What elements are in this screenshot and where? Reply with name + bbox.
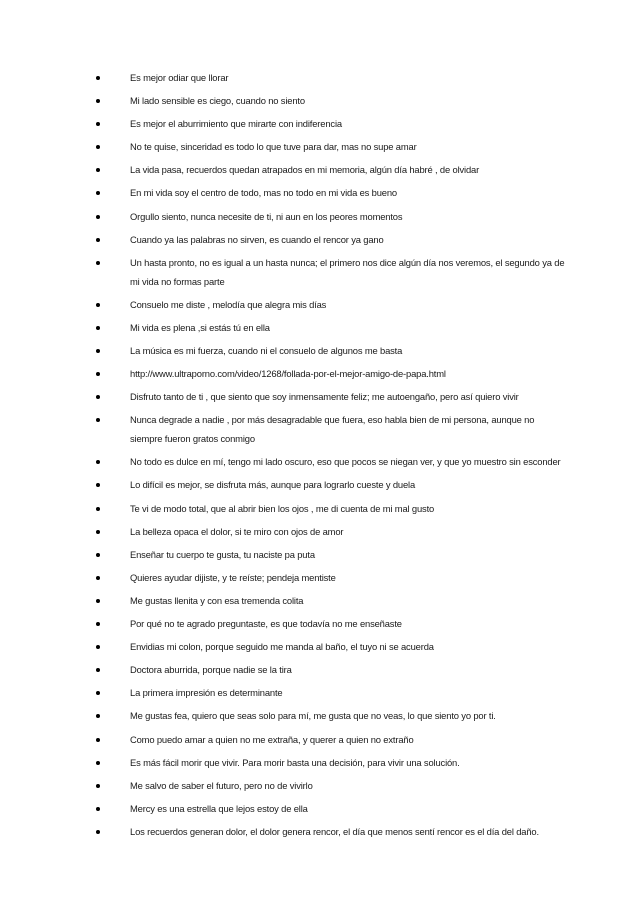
list-item: [96, 548, 566, 562]
list-item-text: Es mejor el aburrimiento que mirarte con indiferencia: [130, 118, 342, 130]
bullet-icon: [96, 553, 100, 557]
bullet-icon: [96, 483, 100, 487]
list-item-text: Cuando ya las palabras no sirven, es cuando el rencor ya gano: [130, 233, 384, 245]
list-item-text: No te quise, sinceridad es todo lo que tuve para dar, mas no supe amar: [130, 141, 417, 153]
list-item-text: Orgullo siento, nunca necesite de ti, ni aun en los peores momentos: [130, 210, 403, 222]
list-item-text: Me gustas llenita y con esa tremenda colita: [130, 594, 304, 606]
list-item: [96, 413, 566, 446]
bullet-icon: [96, 460, 100, 464]
bullet-icon: [96, 122, 100, 126]
list-item-text: En mi vida soy el centro de todo, mas no todo en mi vida es bueno: [130, 187, 397, 199]
list-item: [96, 756, 566, 770]
list-item: [96, 709, 566, 723]
list-item-text-continuation: siempre fueron gratos conmigo: [130, 433, 255, 445]
list-item: [96, 163, 566, 177]
list-item-text: Me gustas fea, quiero que seas solo para mí, me gusta que no veas, lo que siento yo por ti.: [130, 710, 496, 722]
list-item-text: Mi vida es plena ,si estás tú en ella: [130, 321, 270, 333]
list-item: [96, 802, 566, 816]
list-item-text: Mi lado sensible es ciego, cuando no siento: [130, 95, 305, 107]
bullet-icon: [96, 807, 100, 811]
bullet-icon: [96, 261, 100, 265]
list-item-text: Disfruto tanto de ti , que siento que soy inmensamente feliz; me autoengaño, pero así quiero vivir: [130, 391, 519, 403]
bullet-icon: [96, 215, 100, 219]
list-item: [96, 686, 566, 700]
list-item-text: La música es mi fuerza, cuando ni el consuelo de algunos me basta: [130, 345, 403, 357]
list-item-text: Enseñar tu cuerpo te gusta, tu naciste pa puta: [130, 548, 315, 560]
list-item: [96, 117, 566, 131]
list-item: [96, 663, 566, 677]
list-item-text: http://www.ultraporno.com/video/1268/follada-por-el-mejor-amigo-de-papa.html: [130, 368, 446, 380]
bullet-icon: [96, 395, 100, 399]
list-item: [96, 321, 566, 335]
list-item: [96, 210, 566, 224]
list-item: [96, 733, 566, 747]
list-item-text: Envidias mi colon, porque seguido me manda al baño, el tuyo ni se acuerda: [130, 641, 434, 653]
list-item-text: Nunca degrade a nadie , por más desagradable que fuera, eso habla bien de mi persona, aunque no: [130, 414, 535, 426]
list-item-text: La primera impresión es determinante: [130, 687, 283, 699]
bullet-icon: [96, 168, 100, 172]
bullet-icon: [96, 507, 100, 511]
bullet-icon: [96, 622, 100, 626]
list-item-text: Es más fácil morir que vivir. Para morir basta una decisión, para vivir una solución.: [130, 756, 460, 768]
bullet-icon: [96, 830, 100, 834]
list-item: [96, 94, 566, 108]
bullet-icon: [96, 99, 100, 103]
list-item-text: Un hasta pronto, no es igual a un hasta nunca; el primero nos dice algún día nos veremos, el segundo ya de: [130, 256, 565, 268]
list-item: [96, 617, 566, 631]
bullet-icon: [96, 668, 100, 672]
list-item-text: Consuelo me diste , melodía que alegra mis días: [130, 298, 327, 310]
list-item: [96, 344, 566, 358]
list-item: [96, 779, 566, 793]
list-item-text: Quieres ayudar dijiste, y te reíste; pendeja mentiste: [130, 571, 336, 583]
list-item: [96, 140, 566, 154]
bullet-icon: [96, 349, 100, 353]
list-item-text: La vida pasa, recuerdos quedan atrapados en mi memoria, algún día habré , de olvidar: [130, 164, 480, 176]
list-item: [96, 502, 566, 516]
list-item-text: Mercy es una estrella que lejos estoy de ella: [130, 802, 308, 814]
list-item: [96, 233, 566, 247]
bullet-icon: [96, 372, 100, 376]
bullet-icon: [96, 238, 100, 242]
list-item: [96, 478, 566, 492]
bullet-icon: [96, 326, 100, 330]
bullet-icon: [96, 530, 100, 534]
bullet-icon: [96, 303, 100, 307]
list-item: [96, 825, 566, 839]
bullet-icon: [96, 191, 100, 195]
bullet-icon: [96, 599, 100, 603]
list-item-text: No todo es dulce en mí, tengo mi lado oscuro, eso que pocos se niegan ver, y que yo muestro sin esconder: [130, 456, 561, 468]
bullet-icon: [96, 145, 100, 149]
bullet-icon: [96, 738, 100, 742]
list-item: [96, 186, 566, 200]
bullet-icon: [96, 576, 100, 580]
bullet-icon: [96, 76, 100, 80]
list-item-text: Doctora aburrida, porque nadie se la tira: [130, 664, 292, 676]
list-item: [96, 256, 566, 289]
list-item-text: La belleza opaca el dolor, si te miro con ojos de amor: [130, 525, 344, 537]
list-item: [96, 594, 566, 608]
list-item-text: Como puedo amar a quien no me extraña, y querer a quien no extraño: [130, 733, 414, 745]
bullet-icon: [96, 761, 100, 765]
list-item-text: Los recuerdos generan dolor, el dolor genera rencor, el día que menos sentí rencor es el día del daño.: [130, 825, 539, 837]
bullet-list: [96, 71, 566, 848]
bullet-icon: [96, 784, 100, 788]
list-item-text: Me salvo de saber el futuro, pero no de vivirlo: [130, 779, 313, 791]
list-item: [96, 525, 566, 539]
list-item-text-continuation: mi vida no formas parte: [130, 275, 225, 287]
list-item-text: Por qué no te agrado preguntaste, es que todavía no me enseñaste: [130, 618, 402, 630]
list-item: [96, 390, 566, 404]
list-item: [96, 71, 566, 85]
bullet-icon: [96, 714, 100, 718]
list-item: [96, 571, 566, 585]
bullet-icon: [96, 418, 100, 422]
bullet-icon: [96, 691, 100, 695]
list-item: [96, 367, 566, 381]
bullet-icon: [96, 645, 100, 649]
list-item-text: Es mejor odiar que llorar: [130, 72, 229, 83]
list-item-text: Lo difícil es mejor, se disfruta más, aunque para lograrlo cueste y duela: [130, 479, 416, 491]
list-item: [96, 640, 566, 654]
list-item-text: Te vi de modo total, que al abrir bien los ojos , me di cuenta de mi mal gusto: [130, 502, 435, 514]
list-item: [96, 455, 566, 469]
list-item: [96, 298, 566, 312]
